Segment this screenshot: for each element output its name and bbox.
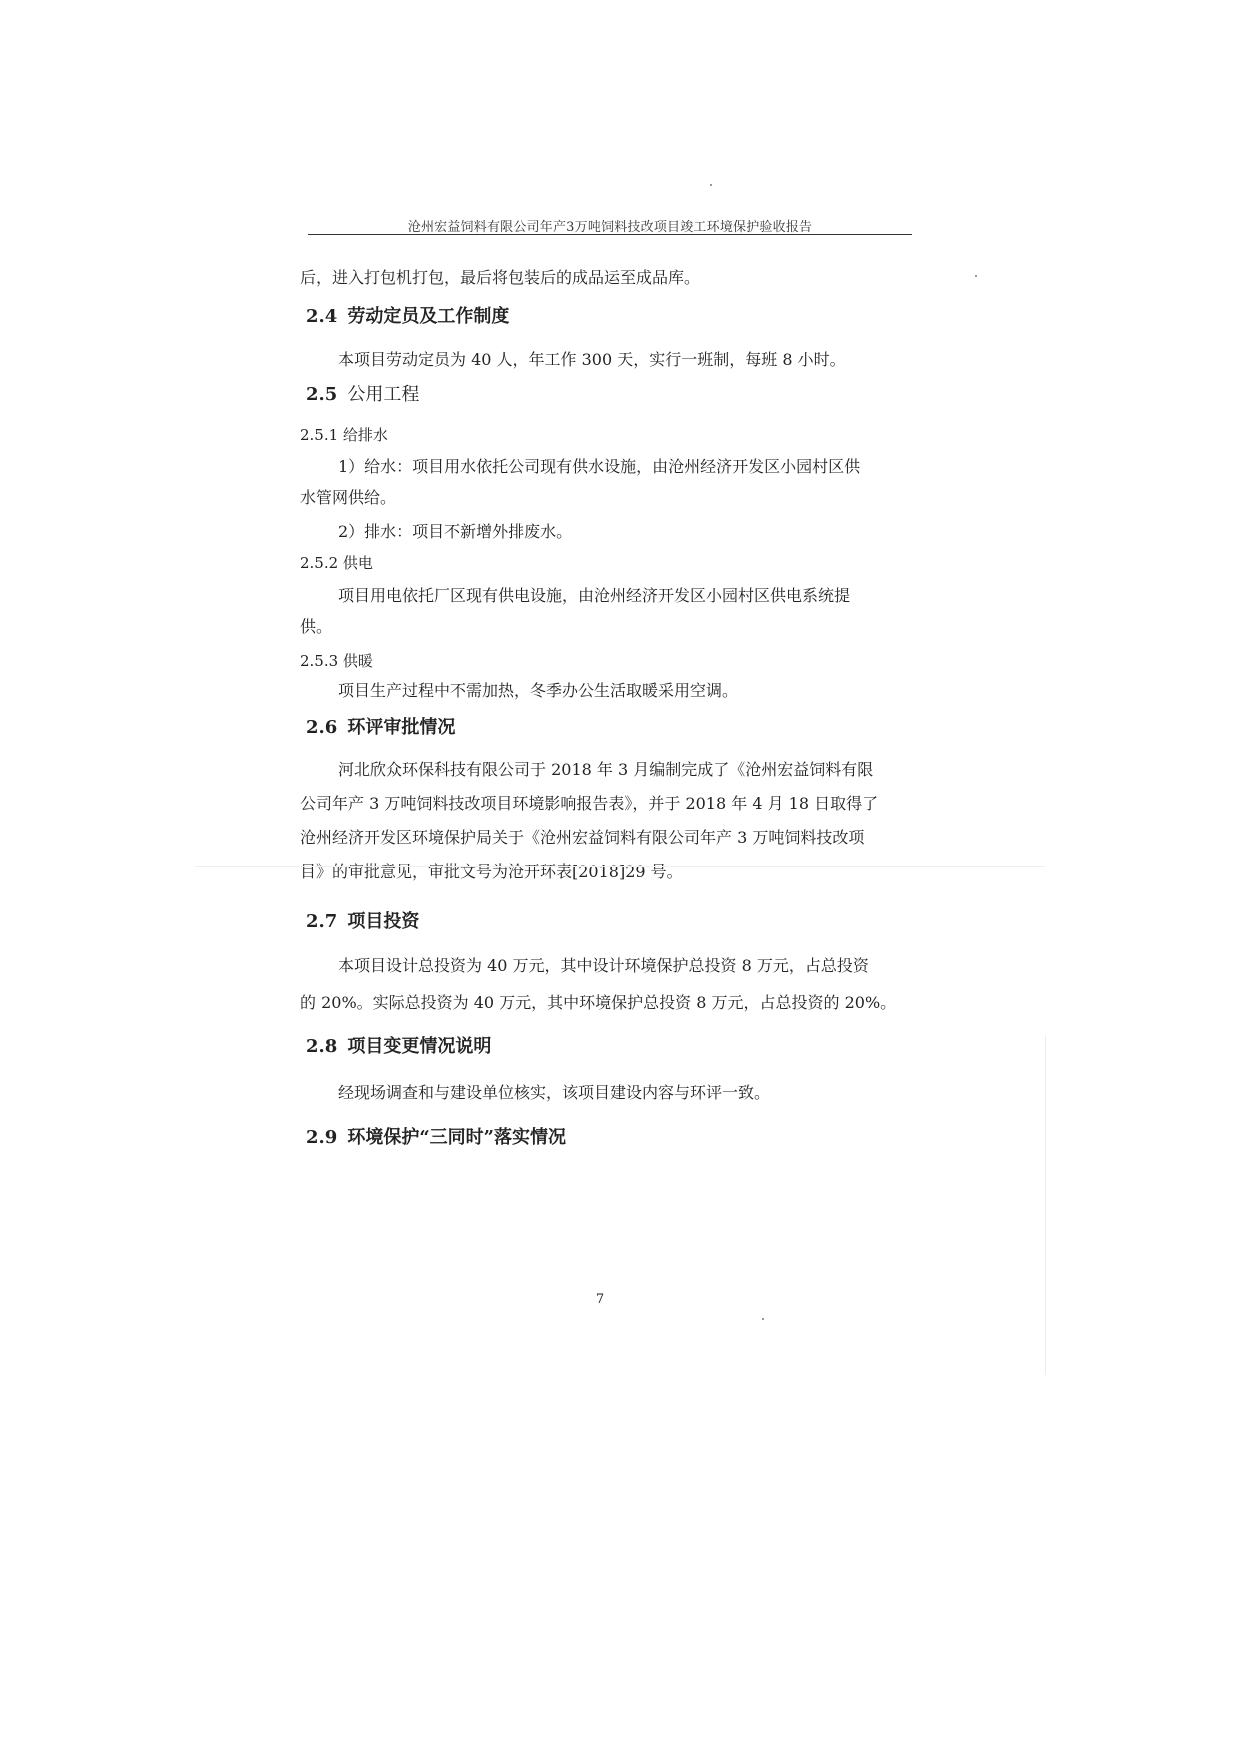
scan-speck [975, 275, 977, 277]
running-header: 沧州宏益饲料有限公司年产3万吨饲料技改项目竣工环境保护验收报告 [407, 220, 813, 235]
section-2-6-heading [306, 717, 455, 739]
section-2-9-heading [306, 1127, 566, 1149]
paragraph-line: 经现场调查和与建设单位核实，该项目建设内容与环评一致。 [338, 1083, 771, 1102]
section-title: 公用工程 [347, 384, 420, 405]
section-title: 项目变更情况说明 [347, 1036, 492, 1057]
paragraph-line: 项目生产过程中不需加热，冬季办公生活取暖采用空调。 [338, 681, 739, 700]
section-number: 2.7 [306, 911, 338, 932]
paragraph-line: 目》的审批意见，审批文号为沧开环表[2018]29 号。 [300, 862, 683, 881]
section-number: 2.6 [306, 717, 338, 738]
paragraph-line: 本项目劳动定员为 40 人，年工作 300 天，实行一班制，每班 8 小时。 [338, 350, 846, 369]
section-title: 劳动定员及工作制度 [347, 306, 510, 327]
section-2-7-heading [306, 911, 419, 933]
paragraph-line: 1）给水：项目用水依托公司现有供水设施，由沧州经济开发区小园村区供 [338, 457, 861, 476]
subsection-2-5-2-heading: 2.5.2 供电 [300, 554, 373, 572]
section-2-8-heading [306, 1036, 491, 1058]
section-title: 环境保护“三同时”落实情况 [347, 1127, 567, 1148]
scan-artifact-edge [1045, 1035, 1046, 1375]
page-number: 7 [595, 1292, 605, 1307]
paragraph-line: 供。 [300, 617, 333, 636]
paragraph-line: 本项目设计总投资为 40 万元，其中设计环境保护总投资 8 万元，占总投资 [338, 956, 869, 975]
subsection-2-5-1-heading: 2.5.1 给排水 [300, 426, 388, 444]
paragraph-line: 河北欣众环保科技有限公司于 2018 年 3 月编制完成了《沧州宏益饲料有限 [338, 760, 874, 779]
paragraph-line: 公司年产 3 万吨饲料技改项目环境影响报告表》，并于 2018 年 4 月 18 日取得了 [300, 794, 879, 813]
paragraph-line: 水管网供给。 [300, 488, 397, 507]
section-2-4-heading [306, 306, 509, 328]
section-number: 2.4 [306, 306, 338, 327]
section-number: 2.9 [306, 1127, 338, 1148]
scan-artifact-line [195, 866, 1045, 867]
paragraph-line: 沧州经济开发区环境保护局关于《沧州宏益饲料有限公司年产 3 万吨饲料技改项 [300, 828, 865, 847]
header-rule [308, 234, 912, 235]
section-title: 项目投资 [347, 911, 420, 932]
paragraph-line: 的 20%。实际总投资为 40 万元，其中环境保护总投资 8 万元，占总投资的 20%。 [300, 993, 897, 1012]
intro-line: 后，进入打包机打包，最后将包装后的成品运至成品库。 [300, 268, 701, 287]
paragraph-line: 2）排水：项目不新增外排废水。 [338, 522, 573, 541]
section-title: 环评审批情况 [347, 717, 456, 738]
scan-speck [710, 184, 712, 186]
section-number: 2.5 [306, 384, 338, 405]
paragraph-line: 项目用电依托厂区现有供电设施，由沧州经济开发区小园村区供电系统提 [338, 586, 851, 605]
section-number: 2.8 [306, 1036, 338, 1057]
subsection-2-5-3-heading: 2.5.3 供暖 [300, 652, 373, 670]
section-2-5-heading [306, 384, 419, 406]
scan-speck [762, 1318, 764, 1320]
